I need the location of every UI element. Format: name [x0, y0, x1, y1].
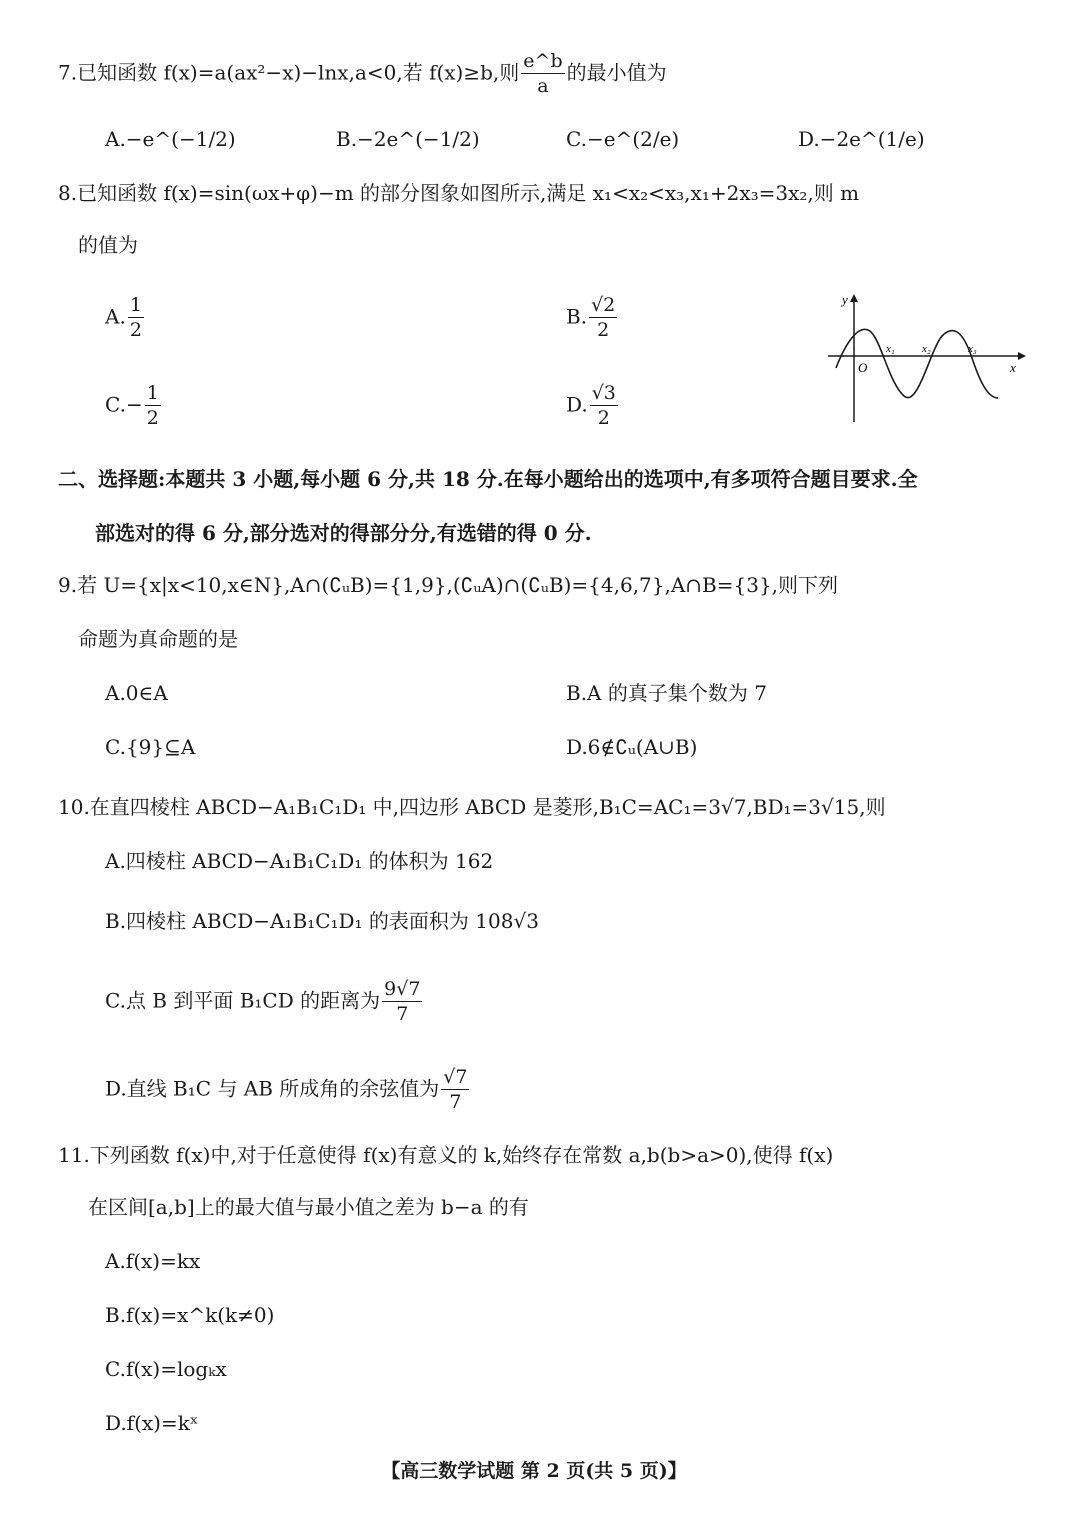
q8-option-c-label: C.−	[105, 392, 143, 417]
q8-sine-graph	[822, 290, 1028, 428]
q9-option-a: A.0∈A	[105, 681, 168, 705]
q7-stem-end: 的最小值为	[566, 60, 667, 85]
q8-option-d-label: D.	[566, 392, 588, 417]
q9-option-b: B.A 的真子集个数为 7	[566, 681, 767, 705]
graph-x3-label: x₃	[968, 343, 977, 355]
q8-option-b	[566, 296, 619, 340]
q8-option-a-num: 1	[129, 294, 142, 316]
q8-stem-2: 的值为	[78, 233, 138, 257]
q8-option-b-frac	[589, 296, 617, 340]
q10-option-c-frac	[382, 980, 422, 1024]
q8-option-d-den: 2	[597, 407, 610, 429]
q10-option-d-num: √7	[443, 1066, 468, 1088]
q8-option-d-frac	[590, 384, 618, 428]
q7-option-a: A.−e^(−1/2)	[105, 127, 236, 151]
q7-option-d: D.−2e^(1/e)	[798, 127, 925, 151]
q10-option-d	[105, 1068, 471, 1112]
q11-option-d: D.f(x)=kˣ	[105, 1411, 199, 1435]
q10-option-d-text: D.直线 B₁C 与 AB 所成角的余弦值为	[105, 1076, 440, 1101]
q7-option-b: B.−2e^(−1/2)	[336, 127, 480, 151]
q10-option-b: B.四棱柱 ABCD−A₁B₁C₁D₁ 的表面积为 108√3	[105, 909, 539, 933]
q8-option-a	[105, 296, 146, 340]
q10-option-d-den: 7	[449, 1091, 462, 1113]
q7-fraction	[521, 52, 564, 96]
q8-option-b-num: √2	[591, 294, 616, 316]
q9-option-d: D.6∉∁ᵤ(A∪B)	[566, 735, 698, 759]
q10-option-c-text: C.点 B 到平面 B₁CD 的距离为	[105, 988, 381, 1013]
q7-frac-den: a	[537, 75, 549, 97]
graph-x1-label: x₁	[886, 343, 895, 355]
section2-heading-2: 部选对的得 6 分,部分选对的得部分分,有选错的得 0 分.	[95, 521, 592, 545]
q9-stem: 9.若 U={x|x<10,x∈N},A∩(∁ᵤB)={1,9},(∁ᵤA)∩(∁ᵤB)={4,6,7},A∩B={3},则下列	[58, 573, 839, 597]
q8-option-c	[105, 384, 163, 428]
q7-option-c: C.−e^(2/e)	[566, 127, 680, 151]
q8-option-c-frac	[145, 384, 161, 428]
graph-x-label: x	[1010, 360, 1016, 375]
q8-option-a-den: 2	[129, 319, 142, 341]
q11-stem-2: 在区间[a,b]上的最大值与最小值之差为 b−a 的有	[88, 1195, 529, 1219]
q9-option-c: C.{9}⊆A	[105, 735, 196, 759]
q8-option-b-den: 2	[597, 319, 610, 341]
q10-option-c	[105, 980, 424, 1024]
q10-stem: 10.在直四棱柱 ABCD−A₁B₁C₁D₁ 中,四边形 ABCD 是菱形,B₁C=AC₁=3√7,BD₁=3√15,则	[58, 795, 886, 819]
q8-option-a-label: A.	[105, 304, 126, 329]
q11-option-b: B.f(x)=x^k(k≠0)	[105, 1303, 275, 1327]
q8-option-c-den: 2	[146, 407, 159, 429]
q7-frac-num: e^b	[523, 50, 563, 72]
q10-option-c-num: 9√7	[384, 978, 421, 1000]
q9-stem-2: 命题为真命题的是	[78, 627, 238, 651]
q8-option-d-num: √3	[591, 382, 616, 404]
page-footer: 【高三数学试题 第 2 页(共 5 页)】	[381, 1460, 687, 1482]
q8-option-b-label: B.	[566, 304, 588, 329]
x-axis-arrow	[1018, 352, 1026, 360]
graph-origin-label: O	[858, 360, 868, 375]
q11-option-c: C.f(x)=logₖx	[105, 1357, 227, 1381]
q11-option-a: A.f(x)=kx	[105, 1249, 201, 1273]
q7-stem-text: 7.已知函数 f(x)=a(ax²−x)−lnx,a<0,若 f(x)≥b,则	[58, 60, 520, 85]
q8-stem: 8.已知函数 f(x)=sin(ωx+φ)−m 的部分图象如图所示,满足 x₁<x₂<x₃,x₁+2x₃=3x₂,则 m	[58, 181, 860, 205]
y-axis-arrow	[850, 294, 858, 302]
q10-option-d-frac	[441, 1068, 469, 1112]
q8-option-d	[566, 384, 620, 428]
section2-heading: 二、选择题:本题共 3 小题,每小题 6 分,共 18 分.在每小题给出的选项中,有多项符合题目要求.全	[58, 467, 918, 491]
q7-stem	[58, 52, 667, 96]
q11-stem: 11.下列函数 f(x)中,对于任意使得 f(x)有意义的 k,始终存在常数 a,b(b>a>0),使得 f(x)	[58, 1143, 834, 1167]
q8-option-c-num: 1	[146, 382, 159, 404]
graph-x2-label: x₂	[922, 343, 931, 355]
q10-option-a: A.四棱柱 ABCD−A₁B₁C₁D₁ 的体积为 162	[105, 849, 494, 873]
graph-y-label: y	[842, 292, 848, 307]
q8-option-a-frac	[128, 296, 144, 340]
q10-option-c-den: 7	[396, 1003, 409, 1025]
